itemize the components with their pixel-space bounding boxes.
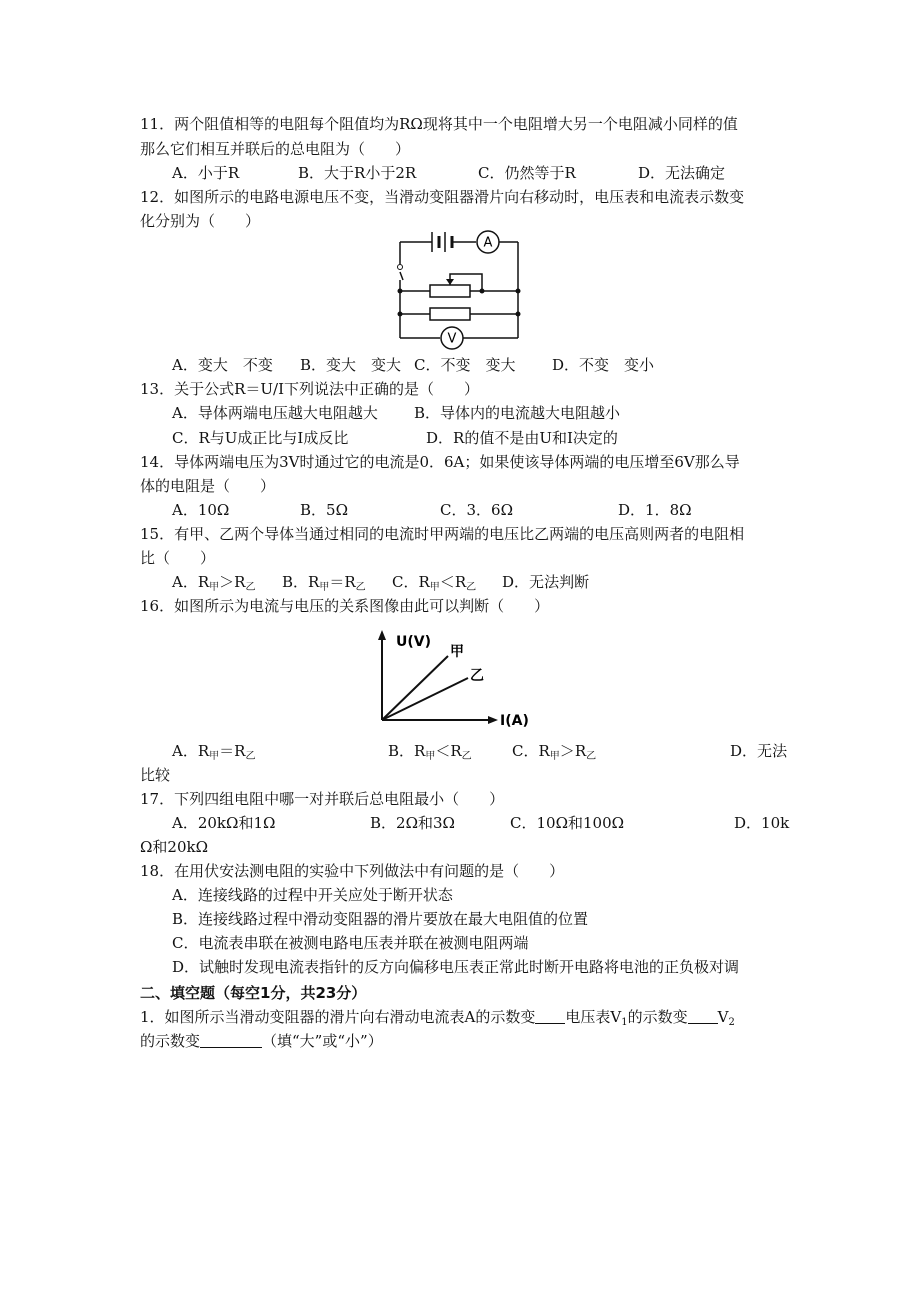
ammeter-label: A <box>483 235 493 251</box>
q11-stem-line1: 11．两个阻值相等的电阻每个阻值均为RΩ现将其中一个电阻增大另一个电阻减小同样的值 <box>140 115 738 133</box>
q14-option-b: B．5Ω <box>300 501 349 519</box>
fill1-text-part6: （填“大”或“小”） <box>262 1032 383 1050</box>
q14-stem-line1: 14．导体两端电压为3V时通过它的电流是0．6A；如果使该导体两端的电压增至6V那么导 <box>140 453 740 471</box>
q17-option-d-wrap: Ω和20kΩ <box>140 838 209 856</box>
q16-stem: 16．如图所示为电流与电压的关系图像由此可以判断（ ） <box>140 597 550 615</box>
q11-option-d: D．无法确定 <box>638 164 726 182</box>
fill1-sub-2: 2 <box>728 1017 735 1028</box>
q16-option-a: A．$R_甲=R_乙$ <box>172 742 256 762</box>
graph-line-jia <box>382 656 448 720</box>
q12-option-a: A．变大 不变 <box>172 356 273 374</box>
fill1-text-part3: 的示数变 <box>627 1008 688 1026</box>
q12-option-b: B．变大 变大 <box>300 356 402 374</box>
voltmeter-label: V <box>447 331 457 347</box>
q16-option-c: C．$R_甲>R_乙$ <box>512 742 597 762</box>
q18-option-a: A．连接线路的过程中开关应处于断开状态 <box>172 886 453 904</box>
q11-option-c: C．仍然等于R <box>478 164 576 182</box>
q18-stem: 18．在用伏安法测电阻的实验中下列做法中有问题的是（ ） <box>140 862 565 880</box>
q13-option-c: C．R与U成正比与I成反比 <box>172 429 349 447</box>
graph-label-jia: 甲 <box>450 644 464 660</box>
fill1-blank-2[interactable] <box>688 1009 718 1024</box>
q15-option-c: C．$R_甲<R_乙$ <box>392 573 477 593</box>
q15-stem-line2: 比（ ） <box>140 549 216 567</box>
q13-option-b: B．导体内的电流越大电阻越小 <box>414 404 621 422</box>
q11-option-b: B．大于R小于2R <box>298 164 417 182</box>
q18-option-c: C．电流表串联在被测电路电压表并联在被测电阻两端 <box>172 934 529 952</box>
q12-option-c: C．不变 变大 <box>414 356 516 374</box>
fill1-blank-3[interactable] <box>200 1033 262 1048</box>
q13-option-a: A．导体两端电压越大电阻越大 <box>172 404 378 422</box>
q14-stem-line2: 体的电阻是（ ） <box>140 477 276 495</box>
fill1-text-part1: 1．如图所示当滑动变阻器的滑片向右滑动电流表A的示数变 <box>140 1008 536 1026</box>
fill1-line1 <box>140 1007 735 1033</box>
fill1-line2 <box>140 1031 383 1051</box>
q11-stem-line2: 那么它们相互并联后的总电阻为（ ） <box>140 140 411 158</box>
q13-option-d: D．R的值不是由U和I决定的 <box>426 429 618 447</box>
q17-option-a: A．20kΩ和1Ω <box>172 814 276 832</box>
graph-line-yi <box>382 678 468 720</box>
q18-option-b: B．连接线路过程中滑动变阻器的滑片要放在最大电阻值的位置 <box>172 910 589 928</box>
q16-u-i-graph <box>370 628 540 728</box>
q16-option-d-wrap: 比较 <box>140 766 171 784</box>
graph-label-yi: 乙 <box>470 668 484 684</box>
q17-stem: 17．下列四组电阻中哪一对并联后总电阻最小（ ） <box>140 790 505 808</box>
q15-option-b: B．$R_甲=R_乙$ <box>282 573 366 593</box>
fill1-blank-1[interactable] <box>535 1009 565 1024</box>
q14-option-d: D．1．8Ω <box>618 501 692 519</box>
q14-option-c: C．3．6Ω <box>440 501 514 519</box>
q16-option-b: B．$R_甲<R_乙$ <box>388 742 472 762</box>
q18-option-d: D．试触时发现电流表指针的反方向偏移电压表正常此时断开电路将电池的正负极对调 <box>172 958 740 976</box>
resistor-symbol <box>430 308 470 320</box>
q12-circuit-diagram <box>390 228 530 353</box>
graph-x-label: I(A) <box>500 713 529 729</box>
fill1-text-part2: 电压表V <box>565 1008 622 1026</box>
q12-option-d: D．不变 变小 <box>552 356 655 374</box>
q16-option-d: D．无法 <box>730 742 788 760</box>
q17-option-c: C．10Ω和100Ω <box>510 814 625 832</box>
q14-option-a: A．10Ω <box>172 501 230 519</box>
q12-stem-line2: 化分别为（ ） <box>140 212 261 230</box>
q11-option-a: A．小于R <box>172 164 240 182</box>
fill1-sub-1: 1 <box>621 1017 628 1028</box>
q15-stem-line1: 15．有甲、乙两个导体当通过相同的电流时甲两端的电压比乙两端的电压高则两者的电阻相 <box>140 525 745 543</box>
fill1-text-part4: V <box>717 1008 729 1026</box>
fill1-text-part5: 的示数变 <box>140 1032 201 1050</box>
q17-option-d: D．10k <box>734 814 790 832</box>
q13-stem: 13．关于公式R＝U/I下列说法中正确的是（ ） <box>140 380 480 398</box>
q17-option-b: B．2Ω和3Ω <box>370 814 455 832</box>
q15-option-a: A．$R_甲>R_乙$ <box>172 573 256 593</box>
section-heading-fill-in: 二、填空题（每空1分，共23分） <box>140 984 367 1002</box>
rheostat-symbol <box>430 285 470 297</box>
graph-y-label: U(V) <box>396 634 431 650</box>
q15-option-d: D．无法判断 <box>502 573 590 591</box>
q12-stem-line1: 12．如图所示的电路电源电压不变，当滑动变阻器滑片向右移动时，电压表和电流表示数变 <box>140 188 745 206</box>
